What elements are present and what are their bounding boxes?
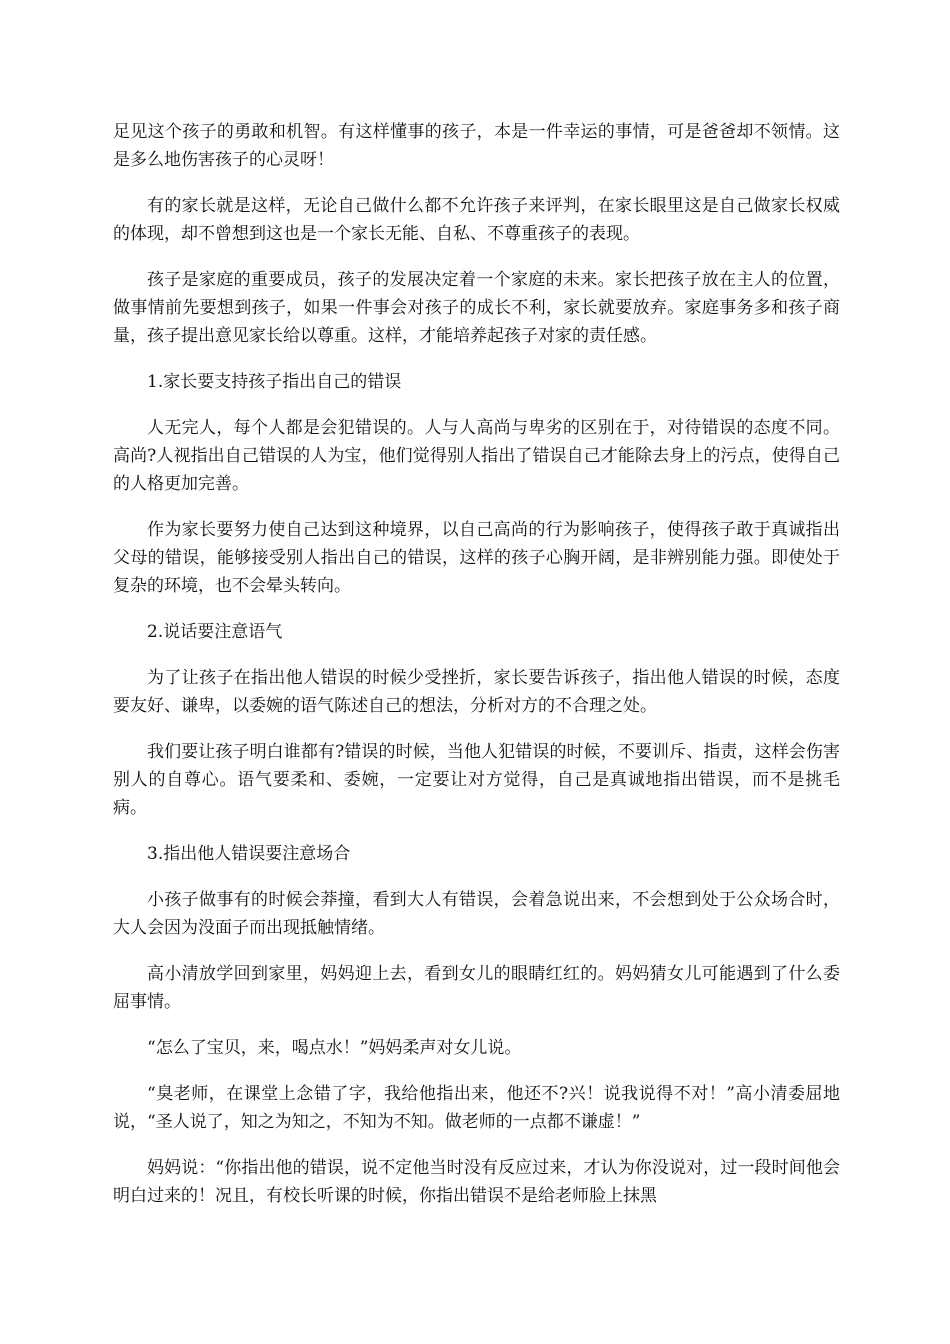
paragraph: 为了让孩子在指出他人错误的时候少受挫折，家长要告诉孩子，指出他人错误的时候，态度要友好、谦卑，以委婉的语气陈述自己的想法，分析对方的不合理之处。 (113, 668, 840, 716)
paragraph: 人无完人，每个人都是会犯错误的。人与人高尚与卑劣的区别在于，对待错误的态度不同。高尚?人视指出自己错误的人为宝，他们觉得别人指出了错误自己才能除去身上的污点，使得自己的人格更加完善。 (113, 418, 840, 494)
paragraph: 有的家长就是这样，无论自己做什么都不允许孩子来评判，在家长眼里这是自己做家长权威的体现，却不曾想到这也是一个家长无能、自私、不尊重孩子的表现。 (113, 196, 840, 244)
dialogue-paragraph: “臭老师，在课堂上念错了字，我给他指出来，他还不?兴！说我说得不对！”高小清委屈地说，“圣人说了，知之为知之，不知为不知。做老师的一点都不谦虚！” (113, 1084, 840, 1132)
dialogue-paragraph: 妈妈说：“你指出他的错误，说不定他当时没有反应过来，才认为你没说对，过一段时间他会明白过来的！况且，有校长听课的时候，你指出错误不是给老师脸上抹黑 (113, 1158, 840, 1206)
section-heading: 2.说话要注意语气 (147, 622, 283, 642)
section-heading: 3.指出他人错误要注意场合 (147, 844, 351, 864)
paragraph: 孩子是家庭的重要成员，孩子的发展决定着一个家庭的未来。家长把孩子放在主人的位置，做事情前先要想到孩子，如果一件事会对孩子的成长不利，家长就要放弃。家庭事务多和孩子商量，孩子提出意见家长给以尊重。这样，才能培养起孩子对家的责任感。 (113, 270, 840, 346)
paragraph: 足见这个孩子的勇敢和机智。有这样懂事的孩子，本是一件幸运的事情，可是爸爸却不领情。这是多么地伤害孩子的心灵呀！ (113, 122, 840, 170)
dialogue-paragraph: “怎么了宝贝，来，喝点水！”妈妈柔声对女儿说。 (147, 1038, 522, 1058)
paragraph: 作为家长要努力使自己达到这种境界，以自己高尚的行为影响孩子，使得孩子敢于真诚指出父母的错误，能够接受别人指出自己的错误，这样的孩子心胸开阔，是非辨别能力强。即使处于复杂的环境，也不会晕头转向。 (113, 520, 840, 596)
document-page (113, 118, 840, 1228)
paragraph: 我们要让孩子明白谁都有?错误的时候，当他人犯错误的时候，不要训斥、指责，这样会伤害别人的自尊心。语气要柔和、委婉，一定要让对方觉得，自己是真诚地指出错误，而不是挑毛病。 (113, 742, 840, 818)
paragraph: 高小清放学回到家里，妈妈迎上去，看到女儿的眼睛红红的。妈妈猜女儿可能遇到了什么委屈事情。 (113, 964, 840, 1012)
section-heading: 1.家长要支持孩子指出自己的错误 (147, 372, 402, 392)
paragraph: 小孩子做事有的时候会莽撞，看到大人有错误，会着急说出来，不会想到处于公众场合时，大人会因为没面子而出现抵触情绪。 (113, 890, 840, 938)
